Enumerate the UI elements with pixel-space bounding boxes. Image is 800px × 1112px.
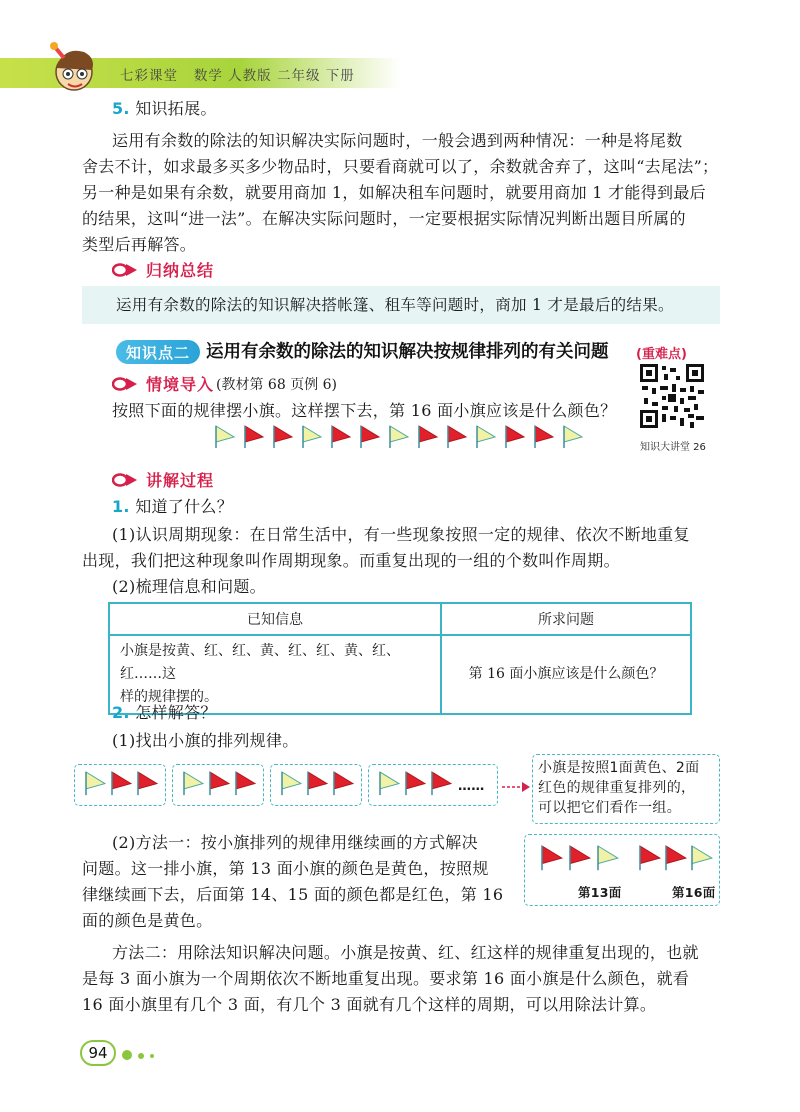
step-1-line: (1)找出小旗的排列规律。: [112, 731, 299, 750]
arrow-bullet-icon: [112, 473, 138, 487]
sort-info-line: (2)梳理信息和问题。: [112, 577, 266, 596]
intro-heading: 情境导入 (教材第 68 页例 6): [112, 372, 337, 395]
red-flag-icon: [361, 426, 379, 448]
red-flag-icon: [112, 772, 131, 795]
section5-line-1: 运用有余数的除法的知识解决实际问题时，一般会遇到两种情况：一种是将尾数: [112, 131, 683, 150]
grouped-flags: [74, 764, 498, 806]
yellow-flag-icon: [303, 426, 321, 448]
yellow-flag-icon: [390, 426, 408, 448]
page-number: 94: [80, 1040, 116, 1066]
section5-line-5: 类型后再解答。: [82, 235, 197, 254]
callout-line-2: 红色的规律重复排列的，: [538, 780, 696, 796]
red-flag-icon: [535, 426, 553, 448]
method2-line-2: 是每 3 面小旗为一个周期依次不断地重复出现。要求第 16 面小旗是什么颜色，就看: [82, 969, 690, 988]
yellow-flag-icon: [692, 846, 712, 870]
red-flag-icon: [138, 772, 157, 795]
section5-line-4: 的结果，这叫“进一法”。在解决实际问题时，一定要根据实际情况判断出题目所属的: [82, 209, 686, 228]
arrow-bullet-icon: [112, 377, 138, 391]
table-header-known: 已知信息: [109, 603, 441, 635]
knowledge-point-badge: 知识点二: [116, 340, 200, 364]
summary-text: 运用有余数的除法的知识解决搭帐篷、租车等问题时，商加 1 才是最后的结果。: [116, 296, 674, 314]
decor-dot: [150, 1054, 154, 1058]
red-flag-icon: [448, 426, 466, 448]
method1-line-3: 律继续画下去，后面第 14、15 面的颜色都是红色，第 16: [82, 885, 504, 904]
intro-source: (教材第 68 页例 6): [216, 376, 338, 393]
red-flag-icon: [245, 426, 263, 448]
callout-line-3: 可以把它们看作一组。: [538, 800, 681, 816]
figure-flags: [524, 834, 720, 884]
periodic-line-1: (1)认识周期现象：在日常生活中，有一些现象按照一定的规律、依次不断地重复: [112, 525, 690, 544]
yellow-flag-icon: [598, 846, 618, 870]
red-flag-icon: [419, 426, 437, 448]
question-2: 2. 怎样解答？: [112, 703, 217, 722]
difficulty-tag: (重难点): [636, 347, 687, 362]
figure-label-16: 第16面: [672, 885, 716, 900]
arrow-bullet-icon: [112, 263, 138, 277]
method2-line-3: 16 面小旗里有几个 3 面，有几个 3 面就有几个这样的周期，可以用除法计算。: [82, 995, 657, 1014]
ellipsis: ……: [458, 779, 485, 794]
summary-heading: 归纳总结: [112, 258, 214, 281]
red-flag-icon: [542, 846, 562, 870]
flag-row: [210, 424, 590, 450]
info-table: [108, 602, 692, 715]
qr-code-icon[interactable]: [640, 364, 704, 428]
yellow-flag-icon: [86, 772, 105, 795]
table-cell-known: 小旗是按黄、红、红、黄、红、红、黄、红、红……这 样的规律摆的。: [109, 635, 441, 714]
yellow-flag-icon: [564, 426, 582, 448]
section5-heading: 5. 知识拓展。: [112, 99, 217, 118]
table-cell-asked: 第 16 面小旗应该是什么颜色？: [441, 635, 691, 714]
yellow-flag-icon: [282, 772, 301, 795]
red-flag-icon: [210, 772, 229, 795]
method1-line-1: (2)方法一：按小旗排列的规律用继续画的方式解决: [112, 833, 478, 852]
method1-line-2: 问题。这一排小旗，第 13 面小旗的颜色是黄色，按照规: [82, 859, 489, 878]
qr-caption: 知识大讲堂 26: [640, 442, 706, 453]
question-1: 1. 知道了什么？: [112, 497, 234, 516]
section5-line-2: 舍去不计，如求最多买多少物品时，只要看商就可以了，余数就舍弃了，这叫“去尾法”；: [82, 157, 719, 176]
red-flag-icon: [406, 772, 425, 795]
section5-line-3: 另一种是如果有余数，就要用商加 1，如解决租车问题时，就要用商加 1 才能得到最后: [82, 183, 706, 202]
red-flag-icon: [332, 426, 350, 448]
red-flag-icon: [666, 846, 686, 870]
knowledge-point-title: 运用有余数的除法的知识解决按规律排列的有关问题: [206, 342, 609, 362]
red-flag-icon: [274, 426, 292, 448]
yellow-flag-icon: [380, 772, 399, 795]
mascot-icon: [44, 38, 104, 98]
red-flag-icon: [640, 846, 660, 870]
red-flag-icon: [334, 772, 353, 795]
method1-line-4: 面的颜色是黄色。: [82, 911, 213, 930]
callout-line-1: 小旗是按照1面黄色、2面: [538, 760, 700, 776]
method2-line-1: 方法二：用除法知识解决问题。小旗是按黄、红、红这样的规律重复出现的，也就: [112, 943, 699, 962]
yellow-flag-icon: [184, 772, 203, 795]
red-flag-icon: [506, 426, 524, 448]
intro-question: 按照下面的规律摆小旗。这样摆下去，第 16 面小旗应该是什么颜色？: [112, 401, 617, 420]
process-heading: 讲解过程: [112, 468, 214, 491]
red-flag-icon: [308, 772, 327, 795]
red-flag-icon: [432, 772, 451, 795]
dashed-arrow-icon: [500, 780, 532, 794]
periodic-line-2: 出现，我们把这种现象叫作周期现象。而重复出现的一组的个数叫作周期。: [82, 551, 620, 570]
figure-label-13: 第13面: [578, 885, 622, 900]
red-flag-icon: [570, 846, 590, 870]
red-flag-icon: [236, 772, 255, 795]
table-header-asked: 所求问题: [441, 603, 691, 635]
header-title: 七彩课堂 数学 人教版 二年级 下册: [120, 68, 355, 84]
yellow-flag-icon: [216, 426, 234, 448]
yellow-flag-icon: [477, 426, 495, 448]
decor-dot: [138, 1053, 144, 1059]
decor-dot: [122, 1050, 132, 1060]
